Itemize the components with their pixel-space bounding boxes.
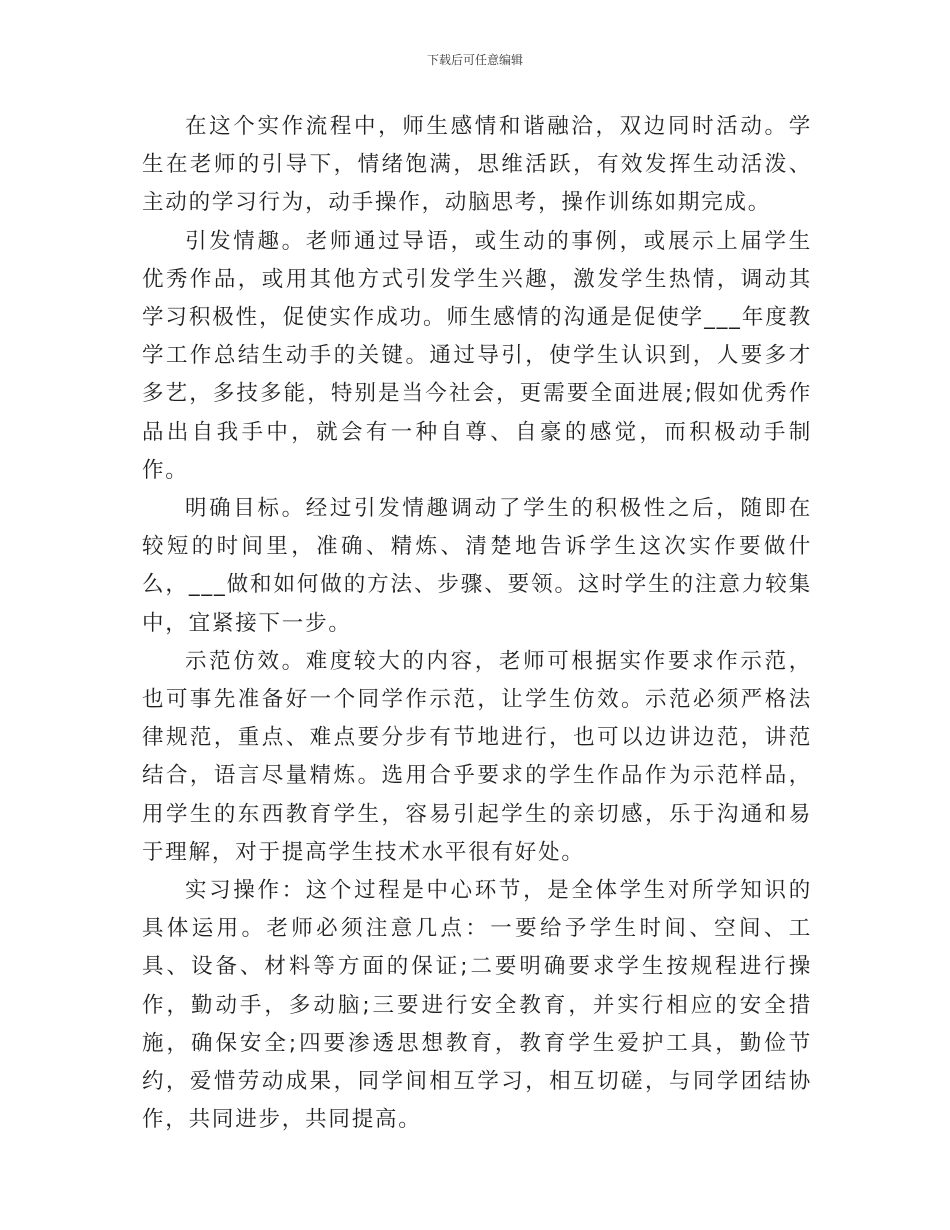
document-body bbox=[142, 108, 812, 1139]
paragraph-process: 在这个实作流程中，师生感情和谐融洽，双边同时活动。学生在老师的引导下，情绪饱满，思维活跃，有效发挥生动活泼、主动的学习行为，动手操作，动脑思考，操作训练如期完成。 bbox=[142, 114, 812, 216]
paragraph-interest: 引发情趣。老师通过导语，或生动的事例，或展示上届学生优秀作品，或用其他方式引发学生兴趣，激发学生热情，调动其学习积极性，促使实作成功。师生感情的沟通是促使学___年度教学工作总结生动手的关键。通过导引，使学生认识到，人要多才多艺，多技多能，特别是当今社会，更需要全面进展;假如优秀作品出自我手中，就会有一种自尊、自豪的感觉，而积极动手制作。 bbox=[142, 228, 812, 483]
paragraph-practice: 实习操作：这个过程是中心环节，是全体学生对所学知识的具体运用。老师必须注意几点：一要给予学生时间、空间、工具、设备、材料等方面的保证;二要明确要求学生按规程进行操作，勤动手，多动脑;三要进行安全教育，并实行相应的安全措施，确保安全;四要渗透思想教育，教育学生爱护工具，勤俭节约，爱惜劳动成果，同学间相互学习，相互切磋，与同学团结协作，共同进步，共同提高。 bbox=[142, 878, 812, 1133]
paragraph-demo: 示范仿效。难度较大的内容，老师可根据实作要求作示范，也可事先准备好一个同学作示范，让学生仿效。示范必须严格法律规范，重点、难点要分步有节地进行，也可以边讲边范，讲范结合，语言尽量精炼。选用合乎要求的学生作品作为示范样品，用学生的东西教育学生，容易引起学生的亲切感，乐于沟通和易于理解，对于提高学生技术水平很有好处。 bbox=[142, 648, 812, 865]
page-header: 下载后可任意编辑 bbox=[426, 53, 523, 67]
paragraph-goal: 明确目标。经过引发情趣调动了学生的积极性之后，随即在较短的时间里，准确、精炼、清楚地告诉学生这次实作要做什么，___做和如何做的方法、步骤、要领。这时学生的注意力较集中，宜紧接下一步。 bbox=[142, 496, 812, 636]
